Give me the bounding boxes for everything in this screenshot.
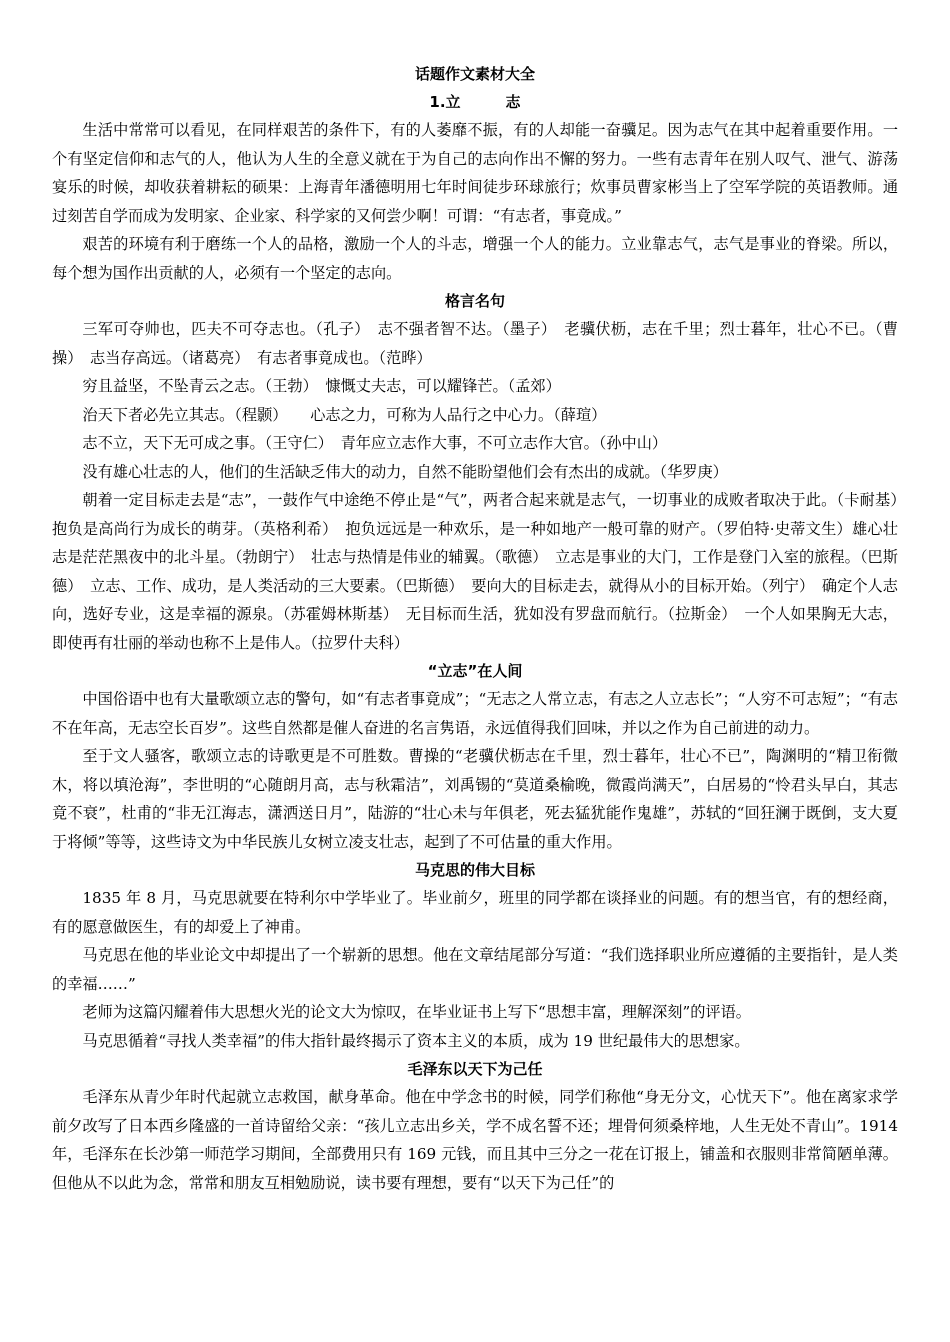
quote-paragraph: 治天下者必先立其志。（程颢） 心志之力，可称为人品行之中心力。（薛瑄） bbox=[82, 405, 607, 424]
body-paragraph: 生活中常常可以看见，在同样艰苦的条件下，有的人萎靡不振，有的人却能一奋骥足。因为志气在其中起着重要作用。一个有坚定信仰和志气的人，他认为人生的全意义就在于为自己的志向作出不懈的努力。一些有志青年在别人叹气、泄气、游荡宴乐的时候，却收获着耕耘的硕果：上海青年潘德明用七年时间徒步环球旅行；炊事员曹家彬当上了空军学院的英语教师。通过刻苦自学而成为发明家、企业家、科学家的又何尝少啊！可谓：“有志者，事竟成。” bbox=[52, 121, 898, 225]
body-paragraph: 至于文人骚客，歌颂立志的诗歌更是不可胜数。曹操的“老骥伏枥志在千里，烈士暮年，壮心不已”，陶渊明的“精卫衔微木，将以填沧海”，李世明的“心随朗月高，志与秋霜洁”，刘禹锡的“莫道桑榆晚，微霞尚满天”，白居易的“怜君头早白，其志竟不衰”，杜甫的“非无江海志，潇洒送日月”，陆游的“壮心未与年俱老，死去猛犹能作鬼雄”，苏轼的“回狂澜于既倒，支大夏于将倾”等等，这些诗文为中华民族儿女树立凌支壮志，起到了不可估量的重大作用。 bbox=[52, 747, 898, 851]
body-paragraph: 1835 年 8 月，马克思就要在特利尔中学毕业了。毕业前夕，班里的同学都在谈择业的问题。有的想当官，有的想经商，有的愿意做医生，有的却爱上了神甫。 bbox=[52, 889, 898, 936]
body-paragraph: 中国俗语中也有大量歌颂立志的警句，如“有志者事竟成”；“无志之人常立志，有志之人立志长”；“人穷不可志短”；“有志不在年高，无志空长百岁”。这些自然都是催人奋进的名言隽语，永远值得我们回味，并以之作为自己前进的动力。 bbox=[52, 690, 898, 737]
body-paragraph: 毛泽东从青少年时代起就立志救国，献身革命。他在中学念书的时候，同学们称他“身无分文，心忧天下”。他在离家求学前夕改写了日本西乡隆盛的一首诗留给父亲：“孩儿立志出乡关，学不成名誓不还；埋骨何须桑梓地，人生无处不青山”。1914 年，毛泽东在长沙第一师范学习期间，全部费用只有 169 元钱，而且其中三分之一花在订报上，铺盖和衣服则非常简陋单薄。但他从不以此为念，常常和朋友互相勉励说，读书要有理想，要有“以天下为己任”的 bbox=[52, 1088, 898, 1192]
section-heading-lizhi: 1.立 志 bbox=[429, 93, 521, 111]
body-paragraph: 马克思在他的毕业论文中却提出了一个崭新的思想。他在文章结尾部分写道：“我们选择职业所应遵循的主要指针，是人类的幸福……” bbox=[52, 946, 898, 993]
body-paragraph: 老师为这篇闪耀着伟大思想火光的论文大为惊叹，在毕业证书上写下“思想丰富，理解深刻”的评语。 bbox=[82, 1003, 751, 1021]
body-paragraph: 马克思循着“寻找人类幸福”的伟大指针最终揭示了资本主义的本质，成为 19 世纪最伟大的思想家。 bbox=[82, 1031, 750, 1050]
quote-paragraph: 穷且益坚，不坠青云之志。（王勃） 慷慨丈夫志，可以耀锋芒。（孟郊） bbox=[82, 377, 561, 395]
section-heading-mao: 毛泽东以天下为己任 bbox=[407, 1060, 543, 1078]
quote-paragraph: 朝着一定目标走去是“志”，一鼓作气中途绝不停止是“气”，两者合起来就是志气，一切事业的成败者取决于此。（卡耐基） 抱负是高尚行为成长的萌芽。（英格利希） 抱负远远是一种欢乐，是一种如地产一般可靠的财产。（罗伯特·史蒂文生）雄心壮志是茫茫黑夜中的北斗星。（勃朗宁） 壮志与热情是伟业的辅翼。（歌德） 立志是事业的大门，工作是登门入室的旅程。（巴斯德） 立志、工作、成功，是人类活动的三大要素。（巴斯德） 要向大的目标走去，就得从小的目标开始。（列宁） 确定个人志向，选好专业，这是幸福的源泉。（苏霍姆林斯基） 无目标而生活，犹如没有罗盘而航行。（拉斯金） 一个人如果胸无大志，即使再有壮丽的举动也称不上是伟人。（拉罗什夫科） bbox=[52, 491, 914, 652]
section-heading-marx: 马克思的伟大目标 bbox=[414, 861, 535, 879]
section-heading-quotes: 格言名句 bbox=[444, 292, 505, 310]
document-title: 话题作文素材大全 bbox=[414, 65, 535, 83]
quote-paragraph: 没有雄心壮志的人，他们的生活缺乏伟大的动力，自然不能盼望他们会有杰出的成就。（华罗庚） bbox=[82, 462, 728, 481]
section-heading-lizhi-renjian: “立志”在人间 bbox=[427, 662, 523, 680]
quote-paragraph: 三军可夺帅也，匹夫不可夺志也。（孔子） 志不强者智不达。（墨子） 老骥伏枥，志在千里；烈士暮年，壮心不已。（曹操） 志当存高远。（诸葛亮） 有志者事竟成也。（范晔） bbox=[52, 320, 898, 367]
body-paragraph: 艰苦的环境有利于磨练一个人的品格，激励一个人的斗志，增强一个人的能力。立业靠志气，志气是事业的脊梁。所以，每个想为国作出贡献的人，必须有一个坚定的志向。 bbox=[52, 235, 898, 282]
quote-paragraph: 志不立，天下无可成之事。（王守仁） 青年应立志作大事，不可立志作大官。（孙中山） bbox=[82, 434, 668, 452]
